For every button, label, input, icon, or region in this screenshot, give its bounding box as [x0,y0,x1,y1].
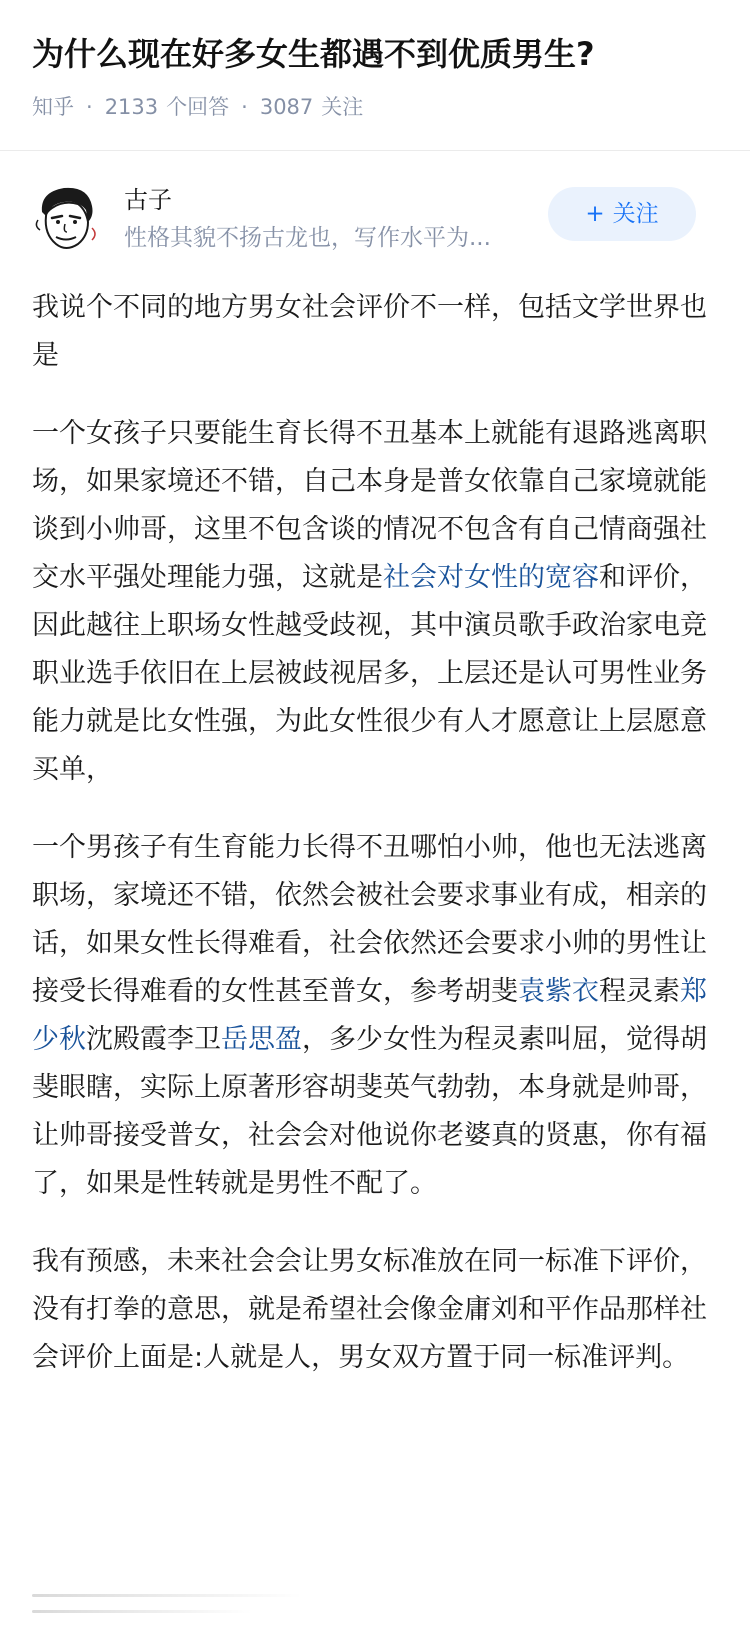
answer-count: 2133 [104,95,159,119]
answer-paragraph [32,284,722,380]
plus-icon: + [585,201,605,227]
paragraph-text: 一个男孩子有生育能力长得不丑哪怕小帅，他也无法逃离职场，家境还不错，依然会被社会要求事业有成，相亲的话，如果女性长得难看，社会依然还会要求小帅的男性让接受长得难看的女性甚至普女，参考胡斐 [32,832,707,1007]
question-title[interactable]: 为什么现在好多女生都遇不到优质男生? [32,35,595,73]
paragraph-text: 和评价，因此越往上职场女性越受歧视，其中演员歌手政治家电竞职业选手依旧在上层被歧视居多，上层还是认可男性业务能力就是比女性强，为此女性很少有人才愿意让上层愿意买单， [32,562,707,785]
cartoon-portrait-avatar-icon [30,182,102,254]
answer-count-label: 个回答 [166,95,230,119]
topic-link-yue-siying[interactable]: 岳思盈 [221,1024,302,1055]
meta-separator: · [241,95,248,119]
placeholder-line [32,1610,252,1613]
paragraph-text: ，多少女性为程灵素叫屈，觉得胡斐眼瞎，实际上原著形容胡斐英气勃勃，本身就是帅哥，让帅哥接受普女，社会会对他说你老婆真的贤惠，你有福了，如果是性转就是男性不配了。 [32,1024,707,1199]
author-bio: 性格其貌不扬古龙也，写作水平为... [124,225,491,251]
topic-link-zheng-shaoqiu[interactable]: 郑少秋 [32,976,707,1055]
question-header [0,0,750,150]
source-label[interactable]: 知乎 [32,95,74,119]
topic-link-female-tolerance[interactable]: 社会对女性的宽容 [383,562,599,593]
paragraph-text: 我有预感，未来社会会让男女标准放在同一标准下评价，没有打拳的意思，就是希望社会像金庸刘和平作品那样社会评价上面是:人就是人，男女双方置于同一标准评判。 [32,1246,707,1373]
follow-button[interactable] [548,187,696,241]
question-meta [32,92,363,122]
header-divider [0,150,750,151]
author-row [0,178,750,268]
loading-placeholder [32,1590,322,1630]
placeholder-line [32,1594,302,1597]
follow-button-label: 关注 [612,201,659,227]
paragraph-text: 程灵素 [599,976,680,1007]
author-name[interactable]: 古子 [124,186,172,214]
answer-paragraph [32,410,722,794]
meta-separator: · [86,95,93,119]
answer-body [32,284,722,1382]
follower-count-label: 关注 [321,95,364,119]
paragraph-text: 沈殿霞李卫 [86,1024,221,1055]
follower-count: 3087 [259,95,314,119]
paragraph-text: 一个女孩子只要能生育长得不丑基本上就能有退路逃离职场，如果家境还不错，自己本身是普女依靠自己家境就能谈到小帅哥，这里不包含谈的情况不包含有自己情商强社交水平强处理能力强，这就是 [32,418,707,593]
author-avatar[interactable] [30,182,102,254]
answer-paragraph [32,1238,722,1382]
paragraph-text: 我说个不同的地方男女社会评价不一样，包括文学世界也是 [32,292,707,371]
answer-paragraph [32,824,722,1208]
topic-link-yuan-ziyi[interactable]: 袁紫衣 [518,976,599,1007]
